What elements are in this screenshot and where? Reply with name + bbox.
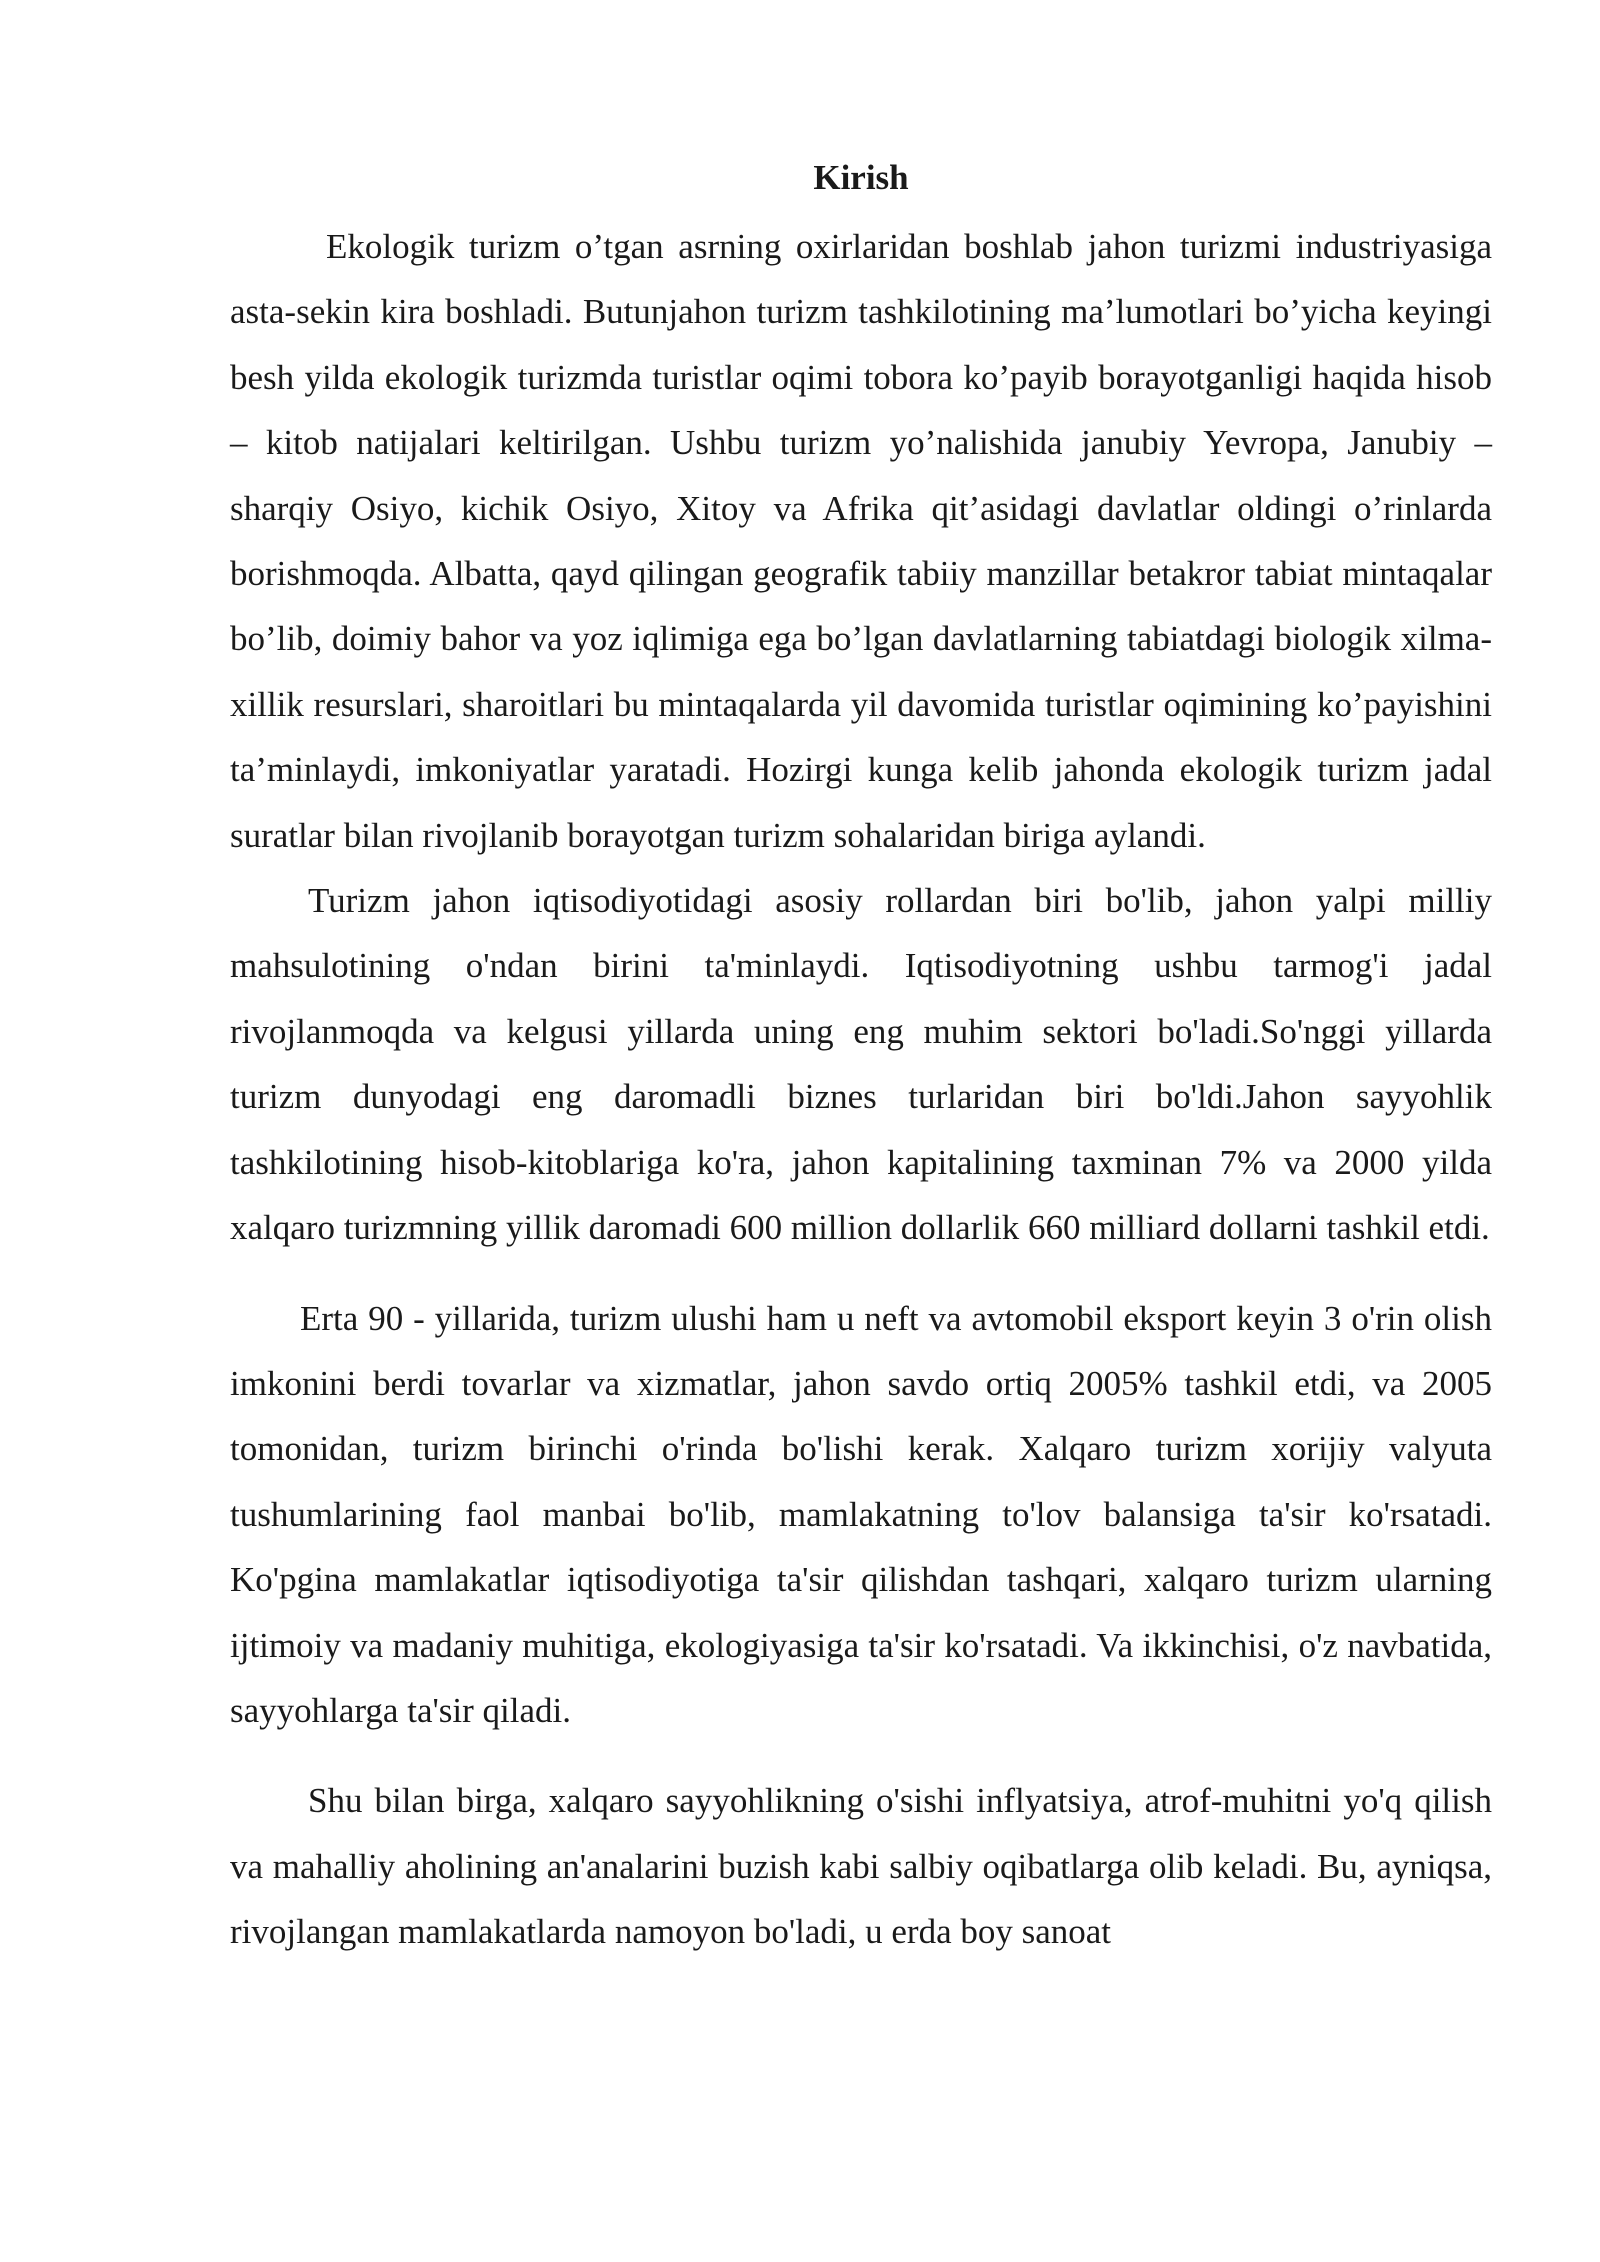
paragraph-4: Shu bilan birga, xalqaro sayyohlikning o'sishi inflyatsiya, atrof-muhitni yo'q qilish va mahalliy aholining an'analarini buzish kabi salbiy oqibatlarga olib keladi. Bu, ayniqsa, rivojlangan mamlakatlarda namoyon bo'ladi, u erda boy sanoat	[230, 1781, 1492, 1952]
page-title: Kirish	[813, 158, 909, 197]
paragraph-2: Turizm jahon iqtisodiyotidagi asosiy rollardan biri bo'lib, jahon yalpi milliy mahsulotining o'ndan birini ta'minlaydi. Iqtisodiyotning ushbu tarmog'i jadal rivojlanmoqda va kelgusi yillarda uning eng muhim sektori bo'ladi.So'nggi yillarda turizm dunyodagi eng daromadli biznes turlaridan biri bo'ldi.Jahon sayyohlik tashkilotining hisob-kitoblariga ko'ra, jahon kapitalining taxminan 7% va 2000 yilda xalqaro turizmning yillik daromadi 600 million dollarlik 660 milliard dollarni tashkil etdi.	[230, 881, 1492, 1248]
paragraph-1: Ekologik turizm o’tgan asrning oxirlaridan boshlab jahon turizmi industriyasiga asta-sekin kira boshladi. Butunjahon turizm tashkilotining ma’lumotlari bo’yicha keyingi besh yilda ekologik turizmda turistlar oqimi tobora ko’payib borayotganligi haqida hisob – kitob natijalari keltirilgan. Ushbu turizm yo’nalishida janubiy Yevropa, Janubiy – sharqiy Osiyo, kichik Osiyo, Xitoy va Afrika qit’asidagi davlatlar oldingi o’rinlarda borishmoqda. Albatta, qayd qilingan geografik tabiiy manzillar betakror tabiat mintaqalar bo’lib, doimiy bahor va yoz iqlimiga ega bo’lgan davlatlarning tabiatdagi biologik xilma-xillik resurslari, sharoitlari bu mintaqalarda yil davomida turistlar oqimining ko’payishini ta’minlaydi, imkoniyatlar yaratadi. Hozirgi kunga kelib jahonda ekologik turizm jadal suratlar bilan rivojlanib borayotgan turizm sohalaridan biriga aylandi.	[230, 227, 1492, 855]
paragraph-3: Erta 90 - yillarida, turizm ulushi ham u neft va avtomobil eksport keyin 3 o'rin olish imkonini berdi tovarlar va xizmatlar, jahon savdo ortiq 2005% tashkil etdi, va 2005 tomonidan, turizm birinchi o'rinda bo'lishi kerak. Xalqaro turizm xorijiy valyuta tushumlarining faol manbai bo'lib, mamlakatning to'lov balansiga ta'sir ko'rsatadi. Ko'pgina mamlakatlar iqtisodiyotiga ta'sir qilishdan tashqari, xalqaro turizm ularning ijtimoiy va madaniy muhitiga, ekologiyasiga ta'sir ko'rsatadi. Va ikkinchisi, o'z navbatida, sayyohlarga ta'sir qiladi.	[230, 1298, 1492, 1730]
document-page	[230, 148, 1492, 1965]
